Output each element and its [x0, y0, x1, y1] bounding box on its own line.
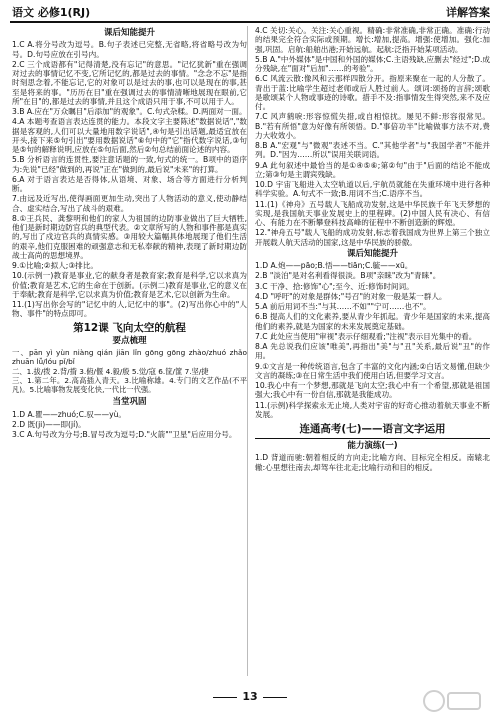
- section-title-in-class: 当堂巩固: [112, 397, 147, 408]
- header-book-title: 语文 必修1(RJ): [12, 6, 91, 19]
- answer-item: 4.A 本题考查语言表达连贯的能力。本段文字主要陈述"数据说话","数据是客观的,人们可以大量地用数字说话",④句是引出话题,最适宜放在开头,接下来⑤句引出"要用数据说话"⑥句中的"它"指代数字说话,③句是⑤句的解释说明,应放在⑤句后面,然后②句总结前面论述的内容。: [12, 117, 247, 155]
- section-title-practice: 能力演练(一): [347, 440, 398, 451]
- answer-item: 4.C 关切:关心。关注:关心重视。精确:非常准确,非常正确。准确:行动的结果完全符合实际或预期。增长:增加,提高。增强:使增加。强化:加强,巩固。启航:船舶出港;开始远航。起航:泛指开始某项活动。: [255, 26, 490, 54]
- answer-item: 2.B "淡泊"是对名利看得很淡。B项"亲睐"改为"青睐"。: [255, 271, 441, 281]
- answer-item: 1.D A.瞿——zhuó;C.驭——yù。: [12, 409, 126, 419]
- unit-title: 连通高考(七)——语言文字运用: [255, 423, 490, 439]
- answer-item: 5.A 前后用词不当:"与其……不如""宁可……也不"。: [255, 302, 431, 312]
- answer-item: 10.我心中有一个梦想,那就是飞向太空;我心中有一个希望,那就是祖国强大;我心中有一份自信,那就是我能成功。: [255, 381, 490, 400]
- right-answers-1: [255, 26, 490, 247]
- answer-item: 3.C 干净、拾:修饰"心";至今、近:修饰时间词。: [255, 281, 414, 291]
- section-title-after-class-2: 课后知能提升: [346, 248, 398, 259]
- answer-item: 8.①王兵民、龚黎明和他们的家人为祖国的边防事业做出了巨大牺牲,他们是新时期边防官兵的典型代表。②文章所写的人物和事件都是真实的,写出了戍边官兵的真情实感。③用较大篇幅具体地展现了他们生活的艰辛,他们克服困难的顽强意志和无私奉献的精神,表现了新时期边防战士高尚的思想境界。: [12, 213, 247, 260]
- footer-dash-left: [213, 697, 237, 698]
- answer-item: 1.C A.将分号改为逗号。B.句子表述已完整,无省略,将省略号改为句号。D.句号应放在引号内。: [12, 40, 247, 59]
- page-number: 13: [242, 690, 258, 703]
- answer-item: 11.(1)《神舟》五号载人飞船成功发射,这是中华民族千年飞天梦想的实现,是我国航天事业发展史上的里程碑。(2)中国人民有决心、有信心、有能力在不断攀登科技高峰的征程中不断创造新的辉煌。: [255, 199, 490, 227]
- header-answer-key: 详解答案: [446, 6, 490, 19]
- answer-item: 10.(示例一)教育是事业,它的献身者是教育家;教育是科学,它以求真为价值;教育是艺术,它的生命在于创新。(示例二)教育是事业,它的意义在于奉献;教育是科学,它以求真为价值;教育是艺术,它以创新为生命。: [12, 271, 247, 299]
- answer-item: 11.(示例)科学探索永无止境,人类对宇宙的好奇心推动着航天事业不断发展。: [255, 400, 490, 419]
- answer-item: 1.D 背道而驰:朝着相反的方向走;比喻方向、目标完全相反。南辕北辙:心里想往南去,却驾车往北走;比喻行动和目的相反。: [255, 453, 490, 472]
- answer-item: 1.D A.炮——pāo;B.悟——tiān;C.毓——xū。: [255, 261, 413, 271]
- section-title-after-class: 课后知能提升: [103, 28, 155, 38]
- answer-item: 7.C 此处应当使用"审视"表示仔细观看;"注视"表示目光集中的看。: [255, 331, 477, 341]
- answer-item: 二、1.拔/拨 2.背/揹 3.俯/偃 4.毅/殷 5.觉/寇 6.筐/篚 7.坚/捷: [12, 366, 209, 376]
- answer-item: 一、pān yì yùn niàng qián jiān lǐn gōng gōng zhào/zhuó zhǎo zhuān lǚ/lóu pǐ/bǐ: [12, 347, 247, 366]
- answer-item: 6.A 对于语言表达是否得体,从语境、对象、场合等方面进行分析判断。: [12, 174, 247, 194]
- answer-item: 9.①文言是一种传统语言,包含了丰富的文化内涵;②白话文易懂,但缺少文言的凝练;③在日常生活中我们使用白话,但要学习文言。: [255, 361, 490, 380]
- answer-item: 12."神舟五号"载人飞船的成功发射,标志着我国成为世界上第三个独立开展载人航天活动的国家,这是中华民族的骄傲。: [255, 228, 490, 247]
- answer-item: 9.A 此句叙述中最恰当的是①④⑤⑥;第②句"由于"后面的结论不能成立;第③句是主谓宾残缺。: [255, 160, 490, 179]
- answer-item: 三、1.第二年。2.高高插入青天。3.比喻称雄。4.专门的文艺作品(不平凡)。5.比喻事物发展变化快,一代比一代强。: [12, 376, 247, 395]
- answer-item: 10.D 宇宙飞船进入太空轨道以后,宇航员就能在失重环境中进行各种科学实验。A.句式不一致;B.用词不当;C.语序不当。: [255, 180, 490, 199]
- answer-item: 11.(1)写出你会写的"记忆中的人,记忆中的事"。(2)写出你心中的"人物、事件"的特点即可。: [12, 300, 247, 319]
- answer-item: 7.C 风声鹤唳:形容惊慌失措,或自相惊扰。屡见不鲜:形容很常见。B."若有所悟"意为好像有所领悟。D."事倍功半"比喻做事方法不对,费力大收效小。: [255, 112, 490, 140]
- answer-item: 3.B A.应在"万众瞩目"后添加"的观象"。C.句式杂糅。D.两面对一面。: [12, 107, 247, 117]
- answer-item: 5.B 分析语言的连贯性,要注意话题的一致,句式的统一。B项中的语序为:先说"已经"做到的,再说"正在"做到的,最后说"未来"的打算。: [12, 155, 247, 174]
- answer-item: 6.B 提高人们的文化素养,要从青少年抓起。青少年是国家的未来,提高他们的素养,就是为国家的未来发展奠定基础。: [255, 312, 490, 331]
- section-title-key-points: 要点梳理: [112, 336, 147, 347]
- left-answers-3: [12, 410, 247, 440]
- left-answers-2: [12, 349, 247, 395]
- column-divider: [247, 26, 248, 676]
- answer-item: 6.C 风流云散:像风和云那样四散分开。指原来聚在一起的人分散了。青出于蓝:比喻学生超过老师或后人胜过前人。颂词:颂扬的言辞;颂歌是歌颂某个人物或事迹的诗歌。措手不及:指事情发生得突然,来不及应付。: [255, 74, 490, 111]
- answer-item: 5.B A."中外媒体"是中国和外国的媒体;C.主语残缺,应删去"经过";D.成分残缺,在"面对"后加"……的考验"。: [255, 54, 490, 73]
- lesson-title: 第12课 飞向太空的航程: [73, 321, 186, 334]
- left-column: [12, 26, 247, 676]
- answer-item: 9.①比喻;②拟人;③排比。: [12, 261, 98, 271]
- right-column: [255, 26, 490, 676]
- answer-item: 3.C A.句号改为分号;B.冒号改为逗号;D."火箭""卫星"后应用分号。: [12, 430, 237, 440]
- answer-item: 4.D "呼吁"的对象是群体;"号召"的对象一般是某一群人。: [255, 291, 447, 301]
- answer-item: 8.A 先总说我们应该"唯美",再指出"美"与"丑"关系,最后说"丑"的作用。: [255, 342, 490, 361]
- footer-dash-right: [263, 697, 287, 698]
- left-answers-1: [12, 40, 247, 318]
- answer-item: 2.D 既(ji)——即(jí)。: [12, 419, 86, 429]
- page-header: [0, 0, 500, 22]
- answer-item: 7.由远及近写出,使得画面更加生动,突出了人物活动的意义,使动静结合、虚实结合,写出了战斗的艰难。: [12, 194, 247, 213]
- answer-item: 2.C 三个成语都有"记得清楚,没有忘记"的意思。"记忆犹新"重在强调对过去的事情记忆不变,它所记忆的,都是过去的事情。"念念不忘"是指时刻思念着,不能忘记,它的对象可以是过去的事,也可以是现在的事,甚至是将来的事。"历历在目"重在强调过去的事情清晰地展现在眼前,它所"在目"的,都是过去的事情,并且这个成语只用于事,不可以用于人。: [12, 59, 247, 106]
- answer-item: 8.B A."宏观"与"微观"表述不当。C."其他学者"与"我国学者"不能并列。D."因为……所以"误用关联词语。: [255, 141, 490, 160]
- right-answers-2: [255, 261, 490, 419]
- right-answers-3: [255, 453, 490, 472]
- watermark-logo-icon: [422, 686, 486, 716]
- header-rule: [10, 21, 490, 23]
